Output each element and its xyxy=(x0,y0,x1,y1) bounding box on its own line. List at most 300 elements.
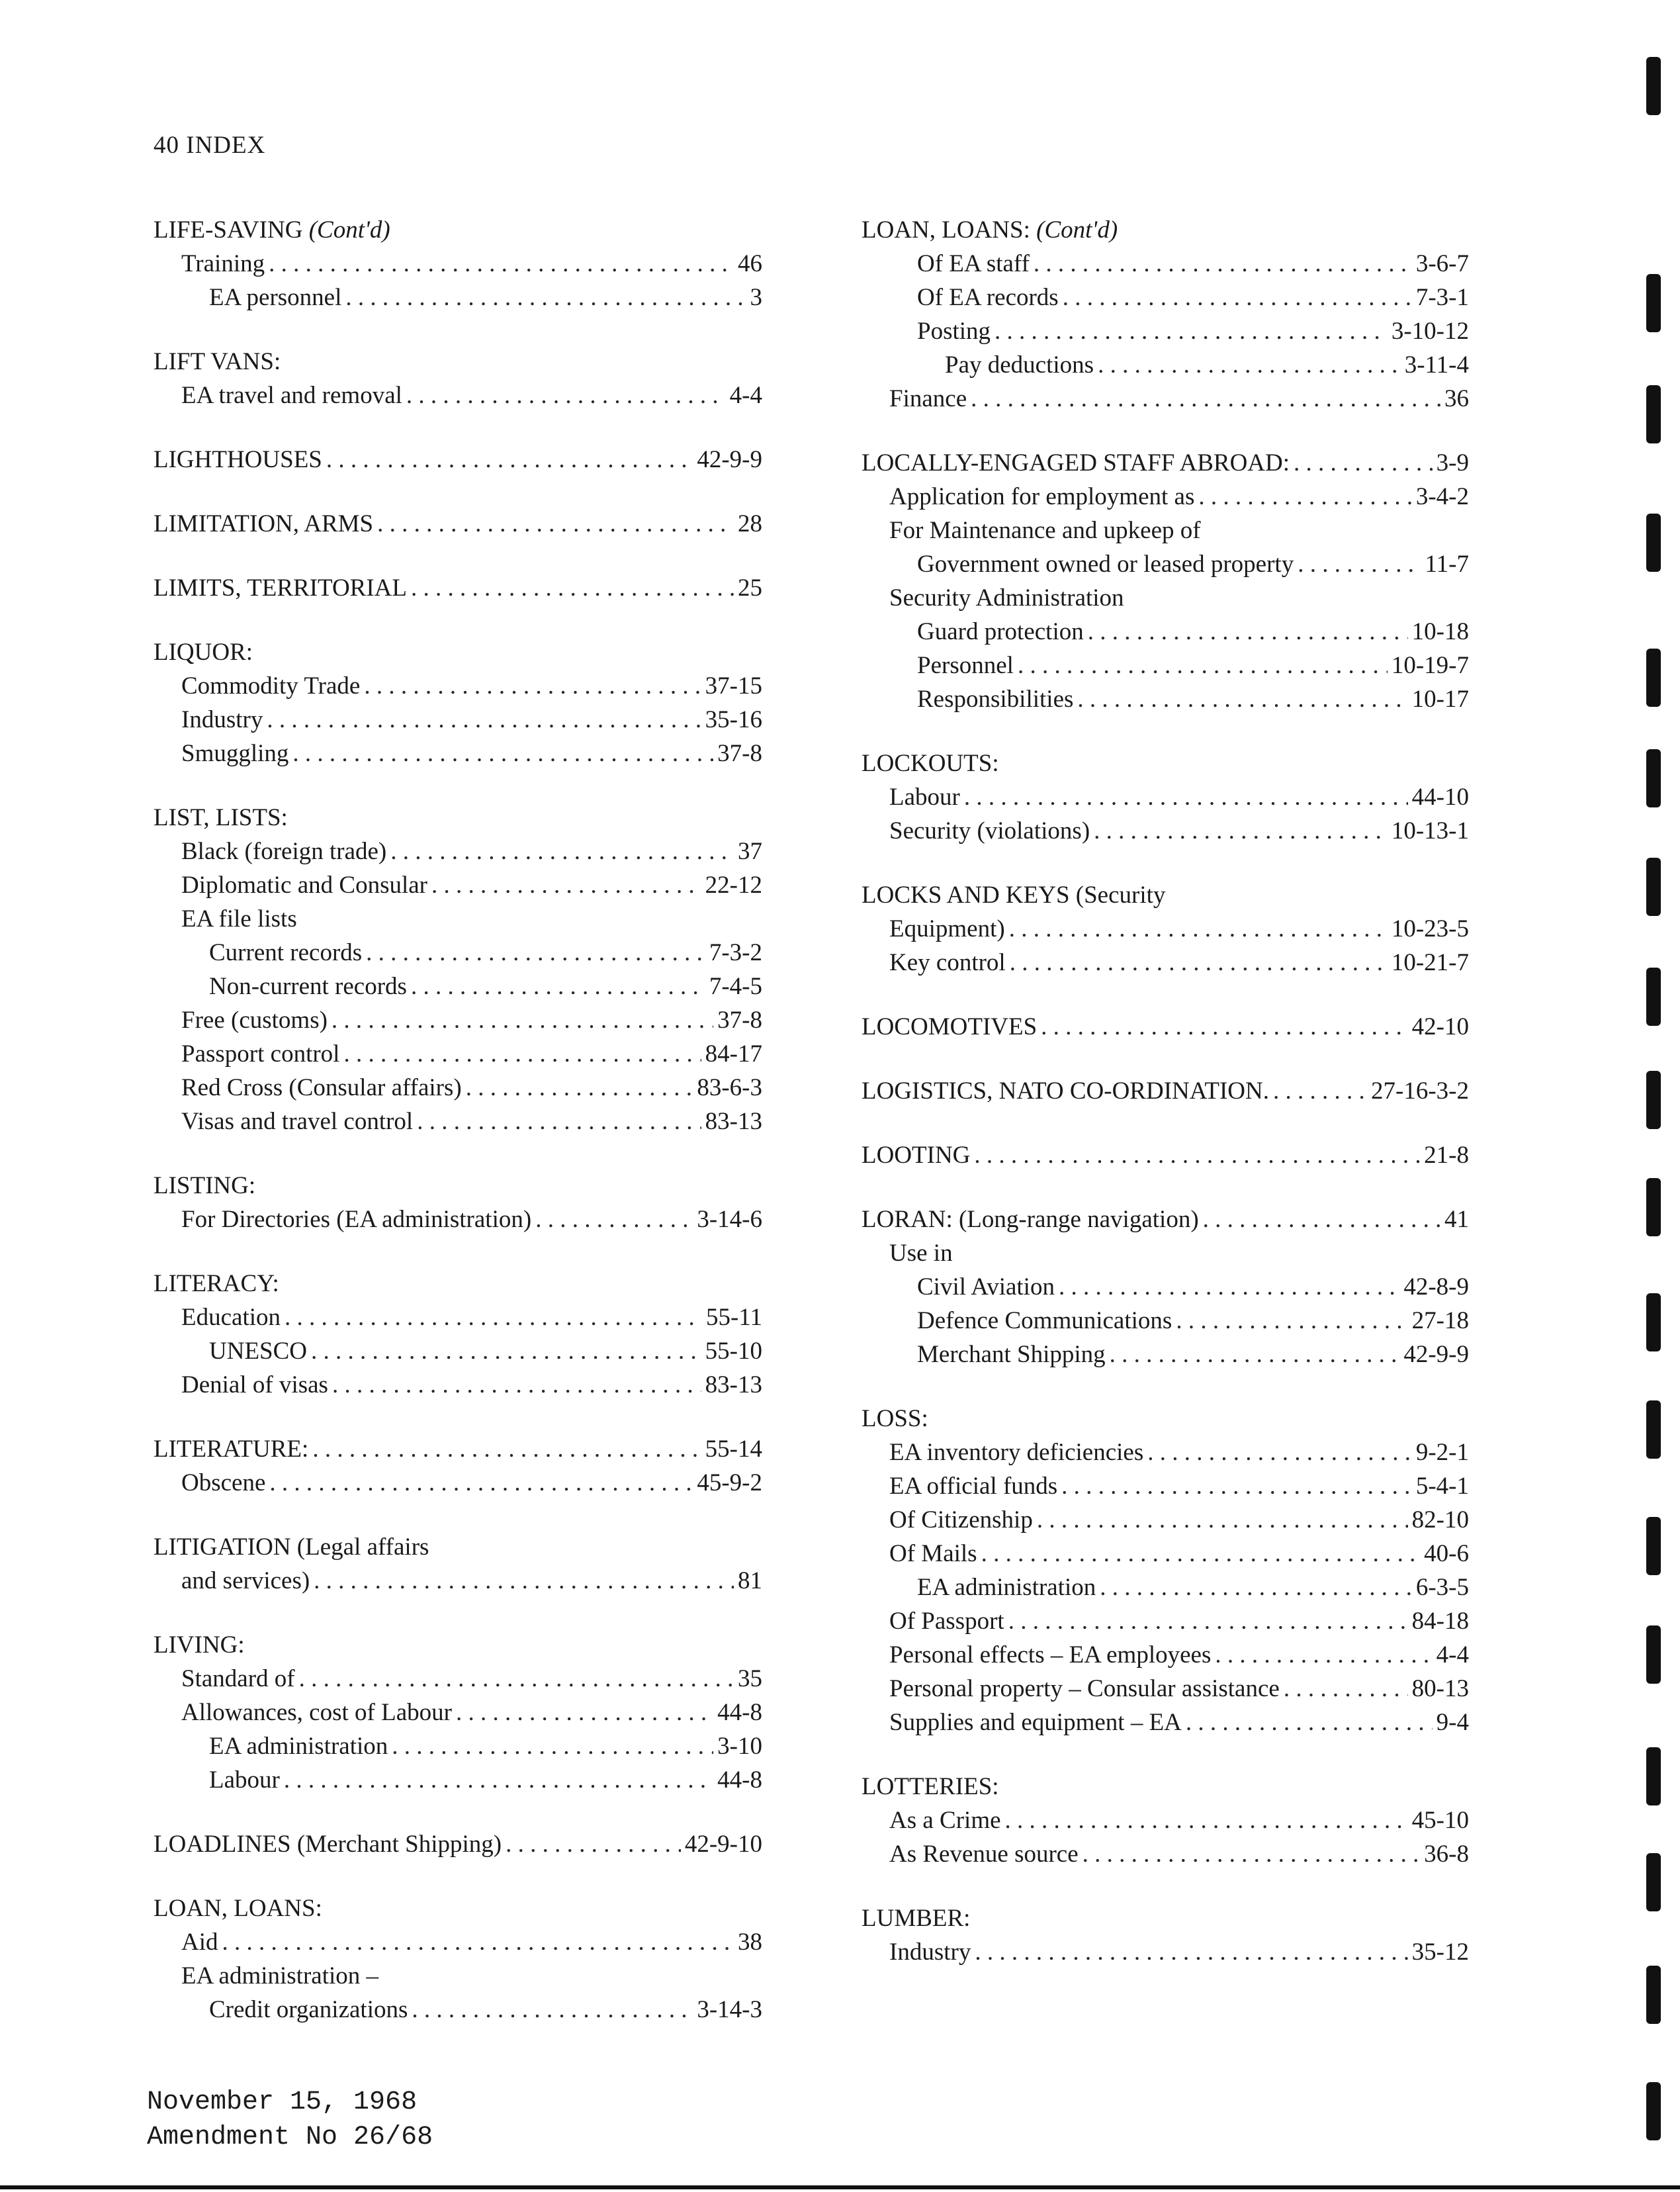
page-reference: 45-10 xyxy=(1411,1807,1469,1834)
entry-label: Security (violations) xyxy=(889,817,1090,845)
entry-label: LIMITS, TERRITORIAL xyxy=(154,574,408,602)
page-reference: 11-7 xyxy=(1425,551,1469,578)
index-subentry xyxy=(862,382,1469,416)
binding-mark xyxy=(1646,1517,1661,1575)
index-subentry xyxy=(862,314,1469,348)
page-reference: 3-14-6 xyxy=(697,1206,762,1233)
page-reference: 3-4-2 xyxy=(1415,483,1469,510)
footer-date: November 15, 1968 xyxy=(147,2087,418,2117)
page-reference: 22-12 xyxy=(705,872,762,899)
page-reference: 10-13-1 xyxy=(1391,817,1469,845)
dot-leader xyxy=(269,1466,693,1500)
index-subentry xyxy=(154,379,762,412)
entry-label: LOCKOUTS: xyxy=(862,750,999,777)
entry-label: Guard protection xyxy=(917,618,1084,645)
entry-label: EA administration xyxy=(917,1574,1096,1601)
index-heading xyxy=(154,1267,762,1301)
index-heading xyxy=(862,878,1469,912)
dot-leader xyxy=(1005,1804,1408,1837)
entry-label: LOSS: xyxy=(862,1405,928,1432)
dot-leader xyxy=(267,703,701,737)
index-subentry xyxy=(862,581,1469,615)
index-heading xyxy=(154,1628,762,1662)
entry-label: Labour xyxy=(889,784,960,811)
index-subentry xyxy=(154,1105,762,1138)
entry-label: LITERATURE: xyxy=(154,1436,309,1463)
index-subentry xyxy=(862,1270,1469,1304)
index-subentry xyxy=(862,348,1469,382)
index-group xyxy=(862,213,1469,416)
page-reference: 42-9-10 xyxy=(684,1831,762,1858)
page-reference: 25 xyxy=(738,574,762,602)
dot-leader xyxy=(411,571,734,605)
entry-label: Personnel xyxy=(917,652,1014,679)
index-subentry xyxy=(154,1993,762,2027)
index-heading xyxy=(154,801,762,835)
dot-leader xyxy=(1018,649,1388,682)
entry-label: Of Mails xyxy=(889,1540,977,1567)
dot-leader xyxy=(417,1105,701,1138)
index-heading xyxy=(862,1901,1469,1935)
page-reference: 35 xyxy=(738,1665,762,1692)
dot-leader xyxy=(406,379,726,412)
entry-label: LOOTING xyxy=(862,1142,971,1169)
binding-mark xyxy=(1646,514,1661,572)
index-group xyxy=(154,213,762,314)
page-reference: 36-8 xyxy=(1424,1841,1469,1868)
page-reference: 37-8 xyxy=(717,1007,762,1034)
dot-leader xyxy=(269,247,734,281)
dot-leader xyxy=(411,970,705,1003)
entry-label: Current records xyxy=(209,939,363,966)
index-subentry xyxy=(154,247,762,281)
entry-label: LOTTERIES: xyxy=(862,1773,999,1800)
page-reference: 7-3-1 xyxy=(1415,284,1469,311)
index-subentry xyxy=(862,1571,1469,1604)
page-reference: 6-3-5 xyxy=(1415,1574,1469,1601)
index-subentry xyxy=(862,1503,1469,1537)
entry-label: LUMBER: xyxy=(862,1905,971,1932)
entry-label: Commodity Trade xyxy=(181,672,361,700)
page-reference: 83-13 xyxy=(705,1108,762,1135)
index-subentry xyxy=(862,1804,1469,1837)
dot-leader xyxy=(1037,1503,1408,1537)
dot-leader xyxy=(412,1993,693,2027)
binding-mark xyxy=(1646,1178,1661,1236)
dot-leader xyxy=(222,1925,734,1959)
page-reference: 42-8-9 xyxy=(1403,1273,1469,1301)
index-heading xyxy=(862,747,1469,780)
index-subentry xyxy=(862,946,1469,980)
page-reference: 42-10 xyxy=(1411,1013,1469,1040)
entry-label: Labour xyxy=(209,1766,280,1794)
dot-leader xyxy=(466,1071,693,1105)
index-subentry xyxy=(154,1037,762,1071)
index-subentry xyxy=(862,1338,1469,1371)
index-subentry xyxy=(154,970,762,1003)
entry-label: EA personnel xyxy=(209,284,342,311)
page-reference: 45-9-2 xyxy=(697,1469,762,1496)
entry-label: Pay deductions xyxy=(945,351,1094,379)
index-group xyxy=(862,1203,1469,1371)
entry-label: As Revenue source xyxy=(889,1841,1079,1868)
page-reference: 9-2-1 xyxy=(1415,1439,1469,1466)
dot-leader xyxy=(1059,1270,1399,1304)
index-group xyxy=(862,1138,1469,1172)
index-group xyxy=(862,1901,1469,1969)
index-heading xyxy=(154,1530,762,1564)
index-group xyxy=(862,747,1469,848)
dot-leader xyxy=(1094,814,1388,848)
continued-marker: (Cont'd) xyxy=(1036,216,1118,244)
index-subentry xyxy=(154,902,762,936)
index-subentry xyxy=(862,682,1469,716)
index-group xyxy=(154,1169,762,1236)
entry-label: Passport control xyxy=(181,1040,340,1068)
footer-amendment: Amendment No 26/68 xyxy=(147,2123,433,2152)
entry-label: Finance xyxy=(889,385,967,412)
index-group xyxy=(154,1628,762,1797)
entry-label: Supplies and equipment – EA xyxy=(889,1709,1182,1736)
page-reference: 3-6-7 xyxy=(1415,250,1469,277)
page-reference: 21-8 xyxy=(1424,1142,1469,1169)
dot-leader xyxy=(326,443,693,477)
dot-leader xyxy=(975,1935,1407,1969)
entry-label: For Maintenance and upkeep of xyxy=(889,517,1201,544)
entry-label: LISTING: xyxy=(154,1172,256,1199)
entry-label: Visas and travel control xyxy=(181,1108,414,1135)
index-subentry xyxy=(154,1466,762,1500)
entry-label: As a Crime xyxy=(889,1807,1001,1834)
index-group xyxy=(154,1432,762,1500)
entry-label: Personal effects – EA employees xyxy=(889,1641,1212,1668)
index-subentry xyxy=(862,1604,1469,1638)
index-heading xyxy=(154,1827,762,1861)
entry-label: Denial of visas xyxy=(181,1371,328,1398)
binding-mark xyxy=(1646,1853,1661,1911)
index-subentry xyxy=(862,1537,1469,1571)
index-subentry xyxy=(154,1696,762,1729)
dot-leader xyxy=(311,1334,701,1368)
index-subentry xyxy=(154,835,762,868)
index-heading xyxy=(154,635,762,669)
index-heading xyxy=(154,571,762,605)
dot-leader xyxy=(506,1827,681,1861)
index-group xyxy=(154,507,762,541)
entry-label: LOCOMOTIVES xyxy=(862,1013,1038,1040)
page-reference: 83-6-3 xyxy=(697,1074,762,1101)
dot-leader xyxy=(364,669,701,703)
entry-label: LORAN: (Long-range navigation) xyxy=(862,1206,1199,1233)
entry-label: LOAN, LOANS: xyxy=(154,1895,322,1922)
binding-mark xyxy=(1646,1400,1661,1459)
index-group xyxy=(154,345,762,412)
index-group xyxy=(154,443,762,477)
index-subentry xyxy=(154,936,762,970)
page-reference: 27-16-3-2 xyxy=(1371,1077,1469,1105)
page-reference: 84-17 xyxy=(705,1040,762,1068)
index-group xyxy=(862,878,1469,980)
dot-leader xyxy=(971,382,1440,416)
bottom-rule xyxy=(0,2185,1680,2189)
index-subentry xyxy=(862,814,1469,848)
dot-leader xyxy=(366,936,705,970)
binding-mark xyxy=(1646,649,1661,707)
entry-label: Defence Communications xyxy=(917,1307,1172,1334)
index-group xyxy=(862,1074,1469,1108)
dot-leader xyxy=(1034,247,1412,281)
index-subentry xyxy=(862,1469,1469,1503)
binding-mark xyxy=(1646,274,1661,332)
entry-label: Diplomatic and Consular xyxy=(181,872,427,899)
index-group xyxy=(862,1770,1469,1871)
index-heading xyxy=(862,213,1469,247)
page-reference: 44-10 xyxy=(1411,784,1469,811)
index-heading xyxy=(862,1770,1469,1804)
entry-label: LOGISTICS, NATO CO-ORDINATION. xyxy=(862,1077,1269,1105)
index-subentry xyxy=(862,912,1469,946)
index-subentry xyxy=(154,1203,762,1236)
entry-label: LIGHTHOUSES xyxy=(154,446,322,473)
page-reference: 80-13 xyxy=(1411,1675,1469,1702)
dot-leader xyxy=(1098,348,1401,382)
entry-label: EA file lists xyxy=(181,905,297,933)
entry-label: Responsibilities xyxy=(917,686,1074,713)
index-subentry xyxy=(154,1925,762,1959)
entry-label: Of Passport xyxy=(889,1608,1004,1635)
dot-leader xyxy=(299,1662,734,1696)
page-reference: 4-4 xyxy=(729,382,762,409)
entry-label: Of Citizenship xyxy=(889,1506,1033,1533)
page-reference: 55-14 xyxy=(705,1436,762,1463)
index-group xyxy=(154,1827,762,1861)
page-reference: 9-4 xyxy=(1436,1709,1469,1736)
page-reference: 46 xyxy=(738,250,762,277)
index-heading xyxy=(862,1010,1469,1044)
page-reference: 7-4-5 xyxy=(709,973,762,1000)
dot-leader xyxy=(964,780,1408,814)
index-subentry xyxy=(862,514,1469,547)
index-column-left xyxy=(154,213,762,2027)
index-group xyxy=(154,1267,762,1402)
index-subentry xyxy=(862,1638,1469,1672)
index-subentry xyxy=(154,1564,762,1598)
entry-label: Posting xyxy=(917,318,991,345)
index-subentry xyxy=(154,868,762,902)
dot-leader xyxy=(332,1368,701,1402)
dot-leader xyxy=(284,1763,713,1797)
page-reference: 44-8 xyxy=(717,1699,762,1726)
binding-mark xyxy=(1646,2082,1661,2140)
dot-leader xyxy=(1298,547,1421,581)
binding-marks xyxy=(1646,53,1666,2171)
entry-label: Obscene xyxy=(181,1469,266,1496)
dot-leader xyxy=(1273,1074,1367,1108)
entry-label: Aid xyxy=(181,1929,218,1956)
page-reference: 28 xyxy=(738,510,762,537)
dot-leader xyxy=(1088,615,1408,649)
entry-label: Standard of xyxy=(181,1665,295,1692)
footer xyxy=(147,2085,433,2155)
page-reference: 35-16 xyxy=(705,706,762,733)
dot-leader xyxy=(1110,1338,1400,1371)
index-subentry xyxy=(154,1763,762,1797)
entry-label: Personal property – Consular assistance xyxy=(889,1675,1280,1702)
entry-label: Application for employment as xyxy=(889,483,1195,510)
index-group xyxy=(154,635,762,770)
index-subentry xyxy=(154,1334,762,1368)
entry-label: LIVING: xyxy=(154,1631,245,1659)
entry-label: Of EA staff xyxy=(917,250,1030,277)
dot-leader xyxy=(1203,1203,1440,1236)
dot-leader xyxy=(1077,682,1407,716)
dot-leader xyxy=(974,1138,1420,1172)
index-heading xyxy=(862,1203,1469,1236)
entry-label: Equipment) xyxy=(889,915,1005,942)
page-title: 40 INDEX xyxy=(154,132,266,159)
index-heading xyxy=(154,213,762,247)
index-subentry xyxy=(862,547,1469,581)
index-heading xyxy=(862,1138,1469,1172)
page-reference: 37 xyxy=(738,838,762,865)
index-subentry xyxy=(154,281,762,314)
dot-leader xyxy=(535,1203,693,1236)
dot-leader xyxy=(1294,446,1433,480)
entry-label: EA travel and removal xyxy=(181,382,402,409)
entry-label: Civil Aviation xyxy=(917,1273,1055,1301)
entry-label: LIFT VANS: xyxy=(154,348,281,375)
dot-leader xyxy=(377,507,734,541)
page-reference: 42-9-9 xyxy=(697,446,762,473)
index-group xyxy=(862,1402,1469,1739)
index-subentry xyxy=(862,1436,1469,1469)
index-group xyxy=(154,1892,762,2027)
entry-label: EA official funds xyxy=(889,1473,1058,1500)
index-column-right xyxy=(862,213,1469,1969)
dot-leader xyxy=(314,1564,734,1598)
entry-label: Government owned or leased property xyxy=(917,551,1294,578)
entry-label: Non-current records xyxy=(209,973,407,1000)
index-group xyxy=(154,571,762,605)
entry-label: LOCALLY-ENGAGED STAFF ABROAD: xyxy=(862,449,1290,477)
index-subentry xyxy=(154,703,762,737)
page-reference: 10-21-7 xyxy=(1391,949,1469,976)
entry-label: Merchant Shipping xyxy=(917,1341,1106,1368)
page-reference: 3-9 xyxy=(1436,449,1469,477)
dot-leader xyxy=(1215,1638,1432,1672)
entry-label: LIMITATION, ARMS xyxy=(154,510,374,537)
page-reference: 55-11 xyxy=(706,1304,762,1331)
entry-label: LIFE-SAVING (Cont'd) xyxy=(154,216,390,244)
page-reference: 41 xyxy=(1444,1206,1469,1233)
page-reference: 7-3-2 xyxy=(709,939,762,966)
entry-label: EA administration xyxy=(209,1733,388,1760)
page-reference: 37-8 xyxy=(717,740,762,767)
page-reference: 4-4 xyxy=(1436,1641,1469,1668)
dot-leader xyxy=(343,1037,701,1071)
page-reference: 38 xyxy=(738,1929,762,1956)
dot-leader xyxy=(332,1003,713,1037)
dot-leader xyxy=(1009,912,1388,946)
entry-label: LOCKS AND KEYS (Security xyxy=(862,882,1166,909)
entry-label: LOAN, LOANS: (Cont'd) xyxy=(862,216,1118,244)
dot-leader xyxy=(995,314,1388,348)
entry-label: For Directories (EA administration) xyxy=(181,1206,532,1233)
index-subentry xyxy=(154,1368,762,1402)
index-heading xyxy=(862,1074,1469,1108)
index-heading xyxy=(862,1402,1469,1436)
page-reference: 10-23-5 xyxy=(1391,915,1469,942)
page-reference: 3-11-4 xyxy=(1404,351,1469,379)
entry-label: LITIGATION (Legal affairs xyxy=(154,1533,429,1561)
entry-label: Industry xyxy=(181,706,263,733)
entry-label: LIQUOR: xyxy=(154,639,253,666)
binding-mark xyxy=(1646,57,1661,115)
index-group xyxy=(154,1530,762,1598)
index-subentry xyxy=(862,480,1469,514)
index-heading xyxy=(154,507,762,541)
page-reference: 42-9-9 xyxy=(1403,1341,1469,1368)
dot-leader xyxy=(292,737,713,770)
page-reference: 10-17 xyxy=(1411,686,1469,713)
dot-leader xyxy=(981,1537,1421,1571)
index-heading xyxy=(154,1169,762,1203)
page-reference: 3-14-3 xyxy=(697,1996,762,2023)
dot-leader xyxy=(1008,1604,1408,1638)
entry-label: and services) xyxy=(181,1567,310,1594)
page-reference: 37-15 xyxy=(705,672,762,700)
index-subentry xyxy=(154,737,762,770)
entry-label: UNESCO xyxy=(209,1338,308,1365)
dot-leader xyxy=(312,1432,701,1466)
binding-mark xyxy=(1646,1747,1661,1805)
index-subentry xyxy=(862,1837,1469,1871)
page-reference: 55-10 xyxy=(705,1338,762,1365)
binding-mark xyxy=(1646,1625,1661,1684)
entry-label: Security Administration xyxy=(889,584,1124,612)
page-reference: 36 xyxy=(1444,385,1469,412)
index-subentry xyxy=(154,1662,762,1696)
index-group xyxy=(862,446,1469,716)
binding-mark xyxy=(1646,1071,1661,1129)
entry-label: LITERACY: xyxy=(154,1270,279,1297)
page-reference: 82-10 xyxy=(1411,1506,1469,1533)
index-heading xyxy=(154,1892,762,1925)
dot-leader xyxy=(1063,281,1412,314)
entry-label: Credit organizations xyxy=(209,1996,408,2023)
page-reference: 83-13 xyxy=(705,1371,762,1398)
index-subentry xyxy=(862,780,1469,814)
index-heading xyxy=(862,446,1469,480)
dot-leader xyxy=(1010,946,1388,980)
index-heading xyxy=(154,443,762,477)
dot-leader xyxy=(1041,1010,1408,1044)
index-group xyxy=(862,1010,1469,1044)
entry-label: Red Cross (Consular affairs) xyxy=(181,1074,462,1101)
index-subentry xyxy=(154,1003,762,1037)
page-reference: 10-18 xyxy=(1411,618,1469,645)
index-subentry xyxy=(862,1236,1469,1270)
entry-label: Key control xyxy=(889,949,1006,976)
dot-leader xyxy=(1100,1571,1412,1604)
index-subentry xyxy=(862,615,1469,649)
dot-leader xyxy=(392,1729,713,1763)
entry-label: Black (foreign trade) xyxy=(181,838,387,865)
entry-label: Training xyxy=(181,250,265,277)
dot-leader xyxy=(345,281,746,314)
dot-leader xyxy=(1061,1469,1412,1503)
dot-leader xyxy=(1198,480,1411,514)
